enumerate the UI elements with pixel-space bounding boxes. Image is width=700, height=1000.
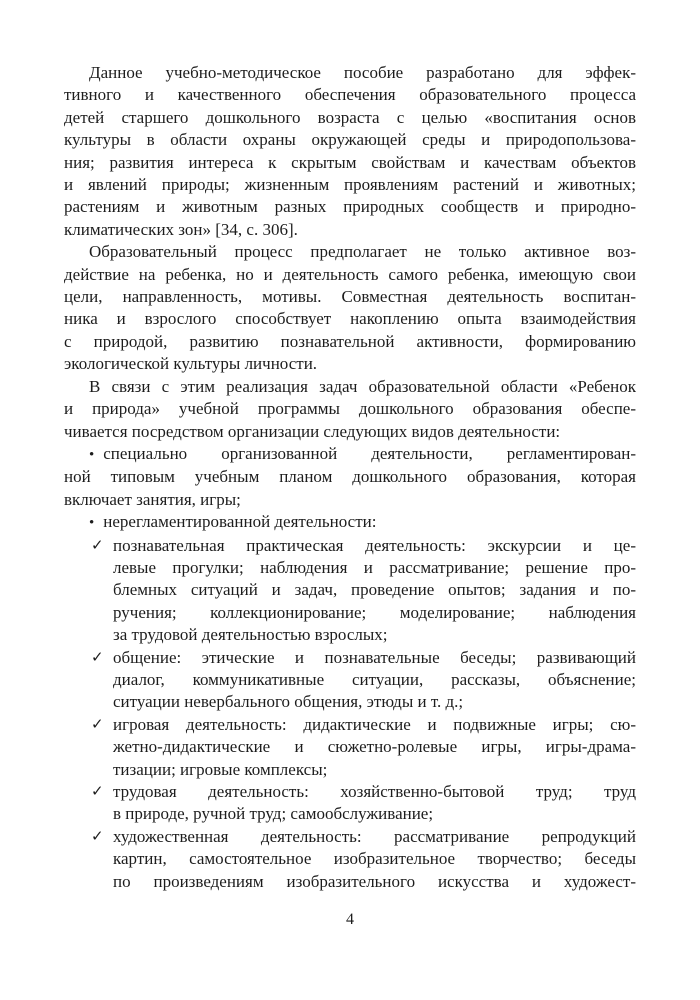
check-block (64, 781, 636, 826)
line-text: с природой, развитию познавательной активности, формированию (64, 331, 636, 351)
bullet-block (64, 443, 636, 511)
line-text: действие на ребенка, но и деятельность самого ребенка, имеющую свои (64, 264, 636, 284)
paragraph-block (64, 62, 636, 241)
line-text: ручения; коллекционирование; моделирование; наблюдения (113, 602, 636, 622)
check-icon: ✓ (91, 649, 104, 666)
bullet-icon: • (89, 446, 95, 463)
check-block (64, 647, 636, 714)
text-line (64, 286, 636, 308)
line-text: в природе, ручной труд; самообслуживание; (113, 804, 434, 824)
text-line (64, 129, 636, 151)
line-text: картин, самостоятельное изобразительное творчество; беседы (113, 849, 636, 869)
line-text: детей старшего дошкольного возраста с целью «воспитания основ (64, 107, 636, 127)
line-text: ной типовым учебным планом дошкольного образования, которая (64, 467, 636, 487)
text-line (64, 308, 636, 330)
text-line (64, 421, 636, 443)
line-text: специально организованной деятельности, регламентирован- (103, 443, 636, 463)
text-line (64, 331, 636, 353)
paragraph-block (64, 376, 636, 443)
line-text: ситуации невербального общения, этюды и т. д.; (113, 692, 464, 712)
text-line (113, 781, 636, 803)
text-line (64, 219, 636, 241)
text-line (113, 624, 636, 646)
text-line (64, 489, 636, 511)
check-icon: ✓ (91, 537, 104, 554)
line-text: трудовая деятельность: хозяйственно-бытовой труд; труд (113, 782, 636, 801)
line-text: тивного и качественного обеспечения образовательного процесса (64, 85, 636, 105)
line-text: культуры в области охраны окружающей среды и природопользова- (64, 130, 636, 150)
line-text: и явлений природы; жизненным проявлениям растений и животных; (64, 175, 636, 195)
text-line (64, 152, 636, 174)
line-text: тизации; игровые комплексы; (113, 759, 328, 779)
line-text: диалог, коммуникативные ситуации, рассказы, объяснение; (113, 669, 636, 689)
text-line (64, 443, 636, 466)
line-text: цели, направленность, мотивы. Совместная деятельность воспитан- (64, 287, 636, 307)
line-text: за трудовой деятельностью взрослых; (113, 625, 388, 645)
line-text: Образовательный процесс предполагает не только активное воз- (89, 242, 636, 262)
text-line (113, 647, 636, 669)
text-line (113, 736, 636, 758)
text-line (64, 264, 636, 286)
line-text: жетно-дидактические и сюжетно-ролевые игры, игры-драма- (113, 737, 636, 757)
text-line (113, 848, 636, 870)
text-line (113, 579, 636, 601)
bullet-block (64, 511, 636, 534)
line-text: чивается посредством организации следующих видов деятельности: (64, 421, 561, 441)
text-line (64, 84, 636, 106)
text-line (64, 241, 636, 263)
text-line (64, 353, 636, 375)
line-text: ния; развития интереса к скрытым свойствам и качествам объектов (64, 152, 636, 172)
text-line (113, 557, 636, 579)
check-icon: ✓ (91, 828, 104, 845)
line-text: климатических зон» [34, с. 306]. (64, 219, 298, 239)
line-text: Данное учебно-методическое пособие разработано для эффек- (89, 63, 636, 82)
text-line (113, 669, 636, 691)
line-text: художественная деятельность: рассматривание репродукций (113, 826, 636, 846)
line-text: левые прогулки; наблюдения и рассматривание; решение про- (113, 557, 636, 577)
line-text: общение: этические и познавательные беседы; развивающий (113, 647, 636, 667)
line-text: познавательная практическая деятельность: экскурсии и це- (113, 535, 636, 555)
text-line (113, 759, 636, 781)
text-line (64, 107, 636, 129)
text-line (64, 466, 636, 488)
check-icon: ✓ (91, 716, 104, 733)
line-text: включает занятия, игры; (64, 489, 241, 509)
text-content (64, 62, 636, 893)
text-line (64, 398, 636, 420)
text-line (113, 871, 636, 893)
line-text: игровая деятельность: дидактические и подвижные игры; сю- (113, 714, 636, 734)
line-text: растениям и животным разных природных сообществ и природно- (64, 197, 636, 217)
line-text: В связи с этим реализация задач образовательной области «Ребенок (89, 376, 636, 396)
text-line (113, 826, 636, 848)
check-block (64, 826, 636, 893)
text-line (64, 376, 636, 398)
line-text: экологической культуры личности. (64, 354, 318, 374)
text-line (64, 511, 636, 534)
text-line (113, 691, 636, 713)
check-block (64, 535, 636, 647)
text-line (64, 62, 636, 84)
text-line (113, 803, 636, 825)
line-text: по произведениям изобразительного искусства и художест- (113, 871, 636, 891)
bullet-icon: • (89, 515, 95, 532)
line-text: и природа» учебной программы дошкольного образования обеспе- (64, 399, 636, 419)
text-line (64, 196, 636, 218)
check-block (64, 714, 636, 781)
page-number: 4 (346, 911, 354, 928)
check-icon: ✓ (91, 784, 104, 800)
text-line (113, 602, 636, 624)
line-text: ника и взрослого способствует накоплению опыта взаимодействия (64, 309, 636, 329)
text-line (113, 535, 636, 557)
paragraph-block (64, 241, 636, 375)
line-text: нерегламентированной деятельности: (103, 512, 377, 532)
text-line (64, 174, 636, 196)
text-line (113, 714, 636, 736)
line-text: блемных ситуаций и задач, проведение опытов; задания и по- (113, 580, 636, 600)
